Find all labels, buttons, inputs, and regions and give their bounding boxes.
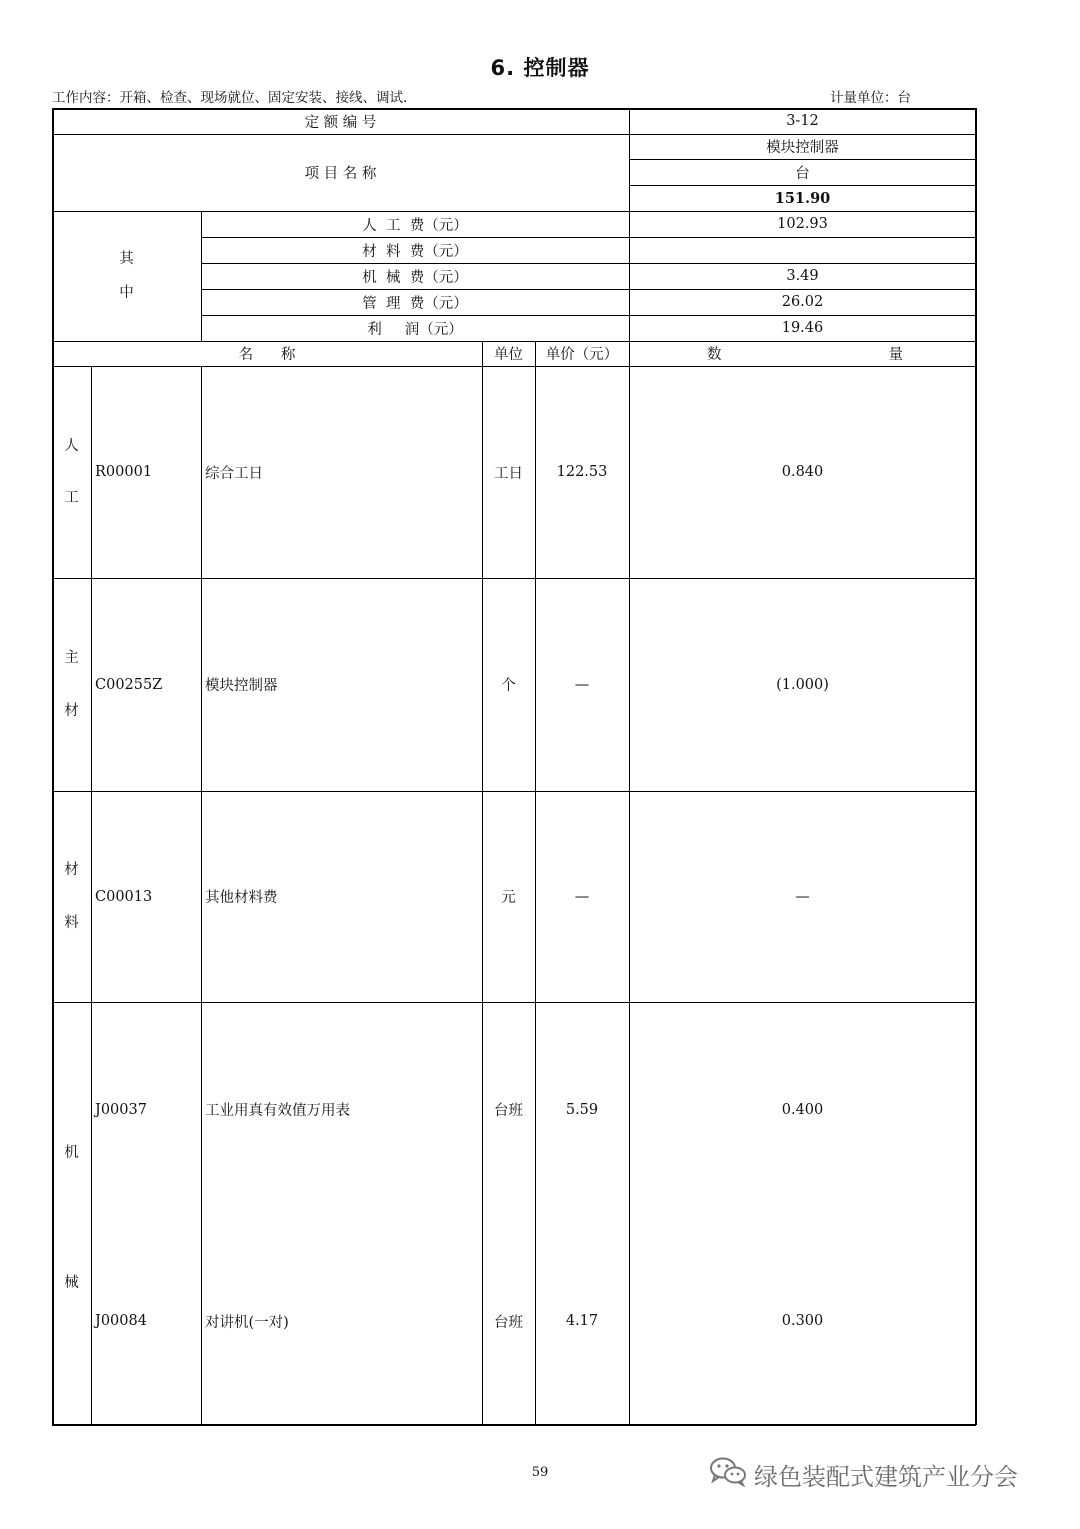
- item-quantity: —: [795, 888, 810, 905]
- item-name: 模块控制器: [205, 678, 278, 694]
- item-price: 4.17: [565, 1313, 599, 1329]
- category-machinery-char-2: 械: [64, 1275, 79, 1291]
- item-unit-value: 台: [795, 165, 810, 182]
- category-main-material-char-2: 材: [64, 702, 79, 719]
- column-header-quantity-1: 数: [707, 347, 722, 363]
- item-unit: 元: [501, 890, 516, 906]
- item-price: —: [574, 676, 590, 693]
- item-name: 工业用真有效值万用表: [205, 1103, 350, 1119]
- machine-cost-value: 3.49: [786, 268, 819, 284]
- management-cost-value: 26.02: [781, 294, 824, 310]
- item-price: —: [574, 888, 590, 905]
- measure-unit: 计量单位：台: [830, 90, 911, 106]
- category-labor-char-1: 人: [64, 437, 79, 454]
- item-name-label: 项 目 名 称: [304, 166, 377, 182]
- column-header-quantity: [629, 341, 976, 366]
- item-unit: 台班: [494, 1103, 523, 1119]
- work-content: 工作内容：开箱、检查、现场就位、固定安装、接线、调试.: [52, 90, 408, 106]
- item-unit: 工日: [494, 465, 523, 482]
- item-code: J00037: [95, 1101, 147, 1118]
- profit-value: 19.46: [781, 320, 824, 336]
- column-header-quantity-2: 量: [888, 347, 903, 363]
- category-main-material-char-1: 主: [64, 650, 79, 666]
- column-header-unit: 单位: [494, 347, 523, 363]
- machine-cost-label: 机 械 费（元）: [362, 269, 468, 286]
- quota-number-value: 3-12: [786, 113, 819, 129]
- item-name: 对讲机(一对): [205, 1314, 289, 1331]
- page-number: 59: [531, 1465, 549, 1480]
- quota-number-label: 定 额 编 号: [304, 114, 377, 131]
- category-material: [52, 791, 91, 1002]
- watermark-text: 绿色装配式建筑产业分会: [754, 1462, 1018, 1491]
- management-cost-label: 管 理 费（元）: [362, 295, 468, 312]
- category-main-material: [52, 578, 91, 791]
- breakdown-group-label-1: 其: [119, 250, 134, 267]
- item-name: 综合工日: [205, 465, 263, 482]
- category-machinery: [52, 1002, 91, 1424]
- wechat-icon: [708, 1455, 748, 1493]
- page-title: 6. 控制器: [490, 56, 590, 80]
- item-unit: 台班: [494, 1314, 523, 1331]
- category-labor-char-2: 工: [64, 490, 79, 506]
- item-code: C00013: [95, 888, 153, 905]
- item-code: C00255Z: [95, 676, 163, 693]
- breakdown-group-label: [52, 211, 201, 341]
- category-material-char-1: 材: [64, 862, 79, 878]
- item-price: 5.59: [565, 1101, 599, 1118]
- watermark: [708, 1458, 1018, 1490]
- material-cost-label: 材 料 费（元）: [362, 243, 468, 260]
- item-code: R00001: [95, 464, 153, 480]
- item-name-value: 模块控制器: [766, 140, 839, 156]
- category-material-char-2: 料: [64, 914, 79, 931]
- item-unit: 个: [501, 678, 516, 694]
- item-quantity: 0.840: [781, 464, 824, 480]
- labor-cost-label: 人 工 费（元）: [362, 217, 468, 234]
- material-cost-value: [629, 237, 976, 263]
- breakdown-group-label-2: 中: [119, 285, 134, 301]
- item-code: J00084: [95, 1313, 147, 1329]
- column-header-price: 单价（元）: [545, 347, 619, 363]
- item-quantity: 0.300: [781, 1313, 824, 1329]
- column-header-name: 名 称: [238, 347, 296, 363]
- labor-cost-value: 102.93: [777, 216, 828, 232]
- item-price: 122.53: [556, 464, 608, 480]
- base-price-value: 151.90: [774, 189, 831, 207]
- category-machinery-char-1: 机: [64, 1144, 79, 1161]
- item-name: 其他材料费: [205, 890, 278, 906]
- item-quantity: 0.400: [781, 1101, 824, 1118]
- category-labor: [52, 366, 91, 578]
- item-quantity: (1.000): [776, 676, 829, 693]
- profit-label: 利 润（元）: [367, 321, 463, 338]
